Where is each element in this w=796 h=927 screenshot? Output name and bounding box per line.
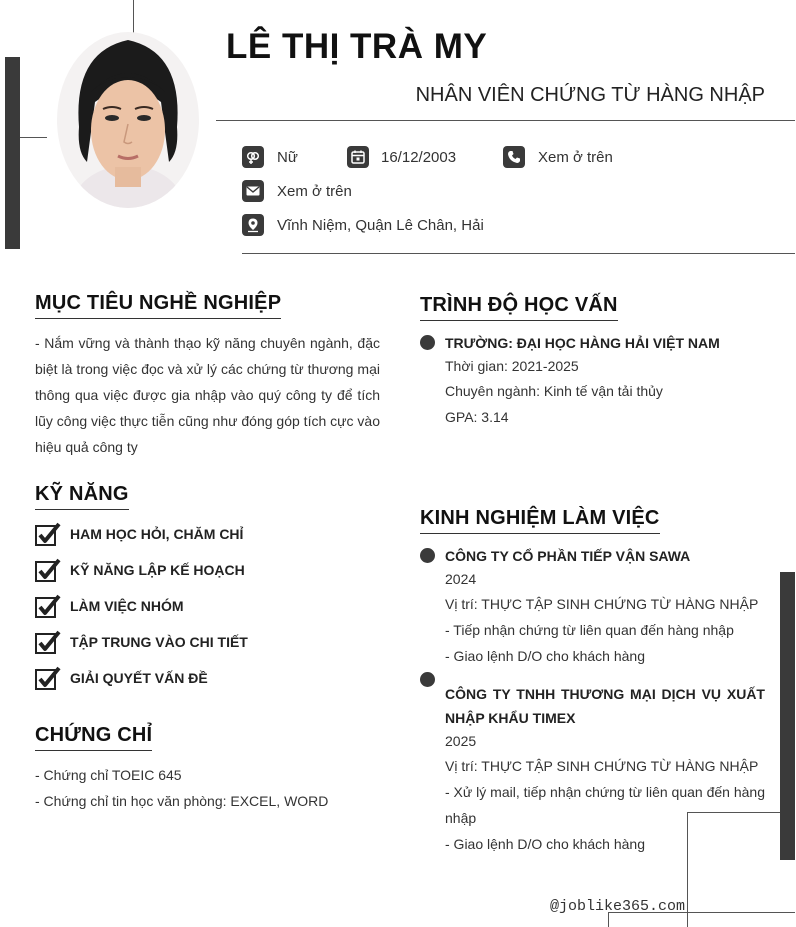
contact-address	[242, 213, 484, 237]
address-value: Vĩnh Niệm, Quận Lê Chân, Hải	[277, 216, 484, 234]
skill-item	[35, 521, 243, 547]
email-value: Xem ở trên	[277, 182, 352, 200]
experience-year: 2025	[445, 733, 477, 749]
checkbox-checked-icon	[35, 630, 61, 654]
checkbox-checked-icon	[35, 666, 61, 690]
checkbox-checked-icon	[35, 558, 61, 582]
experience-year: 2024	[445, 571, 477, 587]
checkbox-checked-icon	[35, 594, 61, 618]
education-major: Chuyên ngành: Kinh tế vận tải thủy	[445, 383, 663, 399]
education-gpa: GPA: 3.14	[445, 409, 509, 425]
header-divider	[216, 120, 795, 121]
education-time: Thời gian: 2021-2025	[445, 358, 579, 374]
skill-item	[35, 629, 248, 655]
gender-value: Nữ	[277, 148, 298, 166]
certificates-section-title	[35, 724, 152, 751]
skill-item	[35, 665, 208, 691]
certificates-heading: CHỨNG CHỈ	[35, 724, 152, 751]
top-connector-line	[133, 0, 134, 36]
experience-task: - Xử lý mail, tiếp nhận chứng từ liên quan đến hàng nhập	[445, 784, 765, 826]
certificate-item: - Chứng chỉ TOEIC 645	[35, 767, 182, 783]
experience-task: - Giao lệnh D/O cho khách hàng	[445, 836, 646, 852]
skill-label: LÀM VIỆC NHÓM	[70, 598, 184, 614]
skill-label: TẬP TRUNG VÀO CHI TIẾT	[70, 634, 248, 650]
contact-email	[242, 179, 352, 203]
experience-section-title	[420, 507, 660, 534]
contact-gender	[242, 145, 298, 169]
objective-text: - Nắm vững và thành thạo kỹ năng chuyên ngành, đặc biệt là trong việc đọc và xử lý các chứng từ thương mại thông qua việc được gia nhập vào quý công ty để tích lũy công việc thực tiễn cũng như đóng góp tích cực vào hiệu quả công ty	[35, 335, 380, 455]
location-icon	[242, 214, 264, 236]
left-connector-line	[20, 137, 47, 138]
contact-divider	[242, 253, 795, 254]
contact-birthday	[347, 145, 456, 169]
bullet-dot	[420, 335, 435, 350]
calendar-icon	[347, 146, 369, 168]
experience-task: - Tiếp nhận chứng từ liên quan đến hàng nhập	[445, 622, 734, 638]
experience-company: CÔNG TY TNHH THƯƠNG MẠI DỊCH VỤ XUẤT NHẬP KHẨU TIMEX	[445, 686, 765, 726]
skill-item	[35, 557, 245, 583]
education-heading: TRÌNH ĐỘ HỌC VẤN	[420, 294, 618, 321]
skills-section-title	[35, 483, 129, 510]
right-accent-bar	[780, 572, 795, 860]
skill-label: GIẢI QUYẾT VẤN ĐỀ	[70, 670, 208, 686]
phone-icon	[503, 146, 525, 168]
checkbox-checked-icon	[35, 522, 61, 546]
skills-heading: KỸ NĂNG	[35, 483, 129, 510]
bullet-dot	[420, 672, 435, 687]
watermark-text: @joblike365.com	[550, 898, 686, 915]
certificate-item: - Chứng chỉ tin học văn phòng: EXCEL, WORD	[35, 793, 329, 809]
candidate-name: LÊ THỊ TRÀ MY	[226, 27, 488, 66]
left-accent-bar	[5, 57, 20, 249]
skill-item	[35, 593, 184, 619]
job-title: NHÂN VIÊN CHỨNG TỪ HÀNG NHẬP	[415, 84, 765, 106]
contact-phone	[503, 145, 613, 169]
objective-heading: MỤC TIÊU NGHỀ NGHIỆP	[35, 292, 281, 319]
skill-label: HAM HỌC HỎI, CHĂM CHỈ	[70, 526, 244, 542]
mail-icon	[242, 180, 264, 202]
experience-heading: KINH NGHIỆM LÀM VIỆC	[420, 507, 660, 534]
bullet-dot	[420, 548, 435, 563]
experience-position: Vị trí: THỰC TẬP SINH CHỨNG TỪ HÀNG NHẬP	[445, 758, 759, 774]
avatar	[57, 32, 199, 208]
education-school: TRƯỜNG: ĐẠI HỌC HÀNG HẢI VIỆT NAM	[445, 335, 720, 351]
gender-icon	[242, 146, 264, 168]
objective-section-title	[35, 292, 281, 319]
experience-company: CÔNG TY CỔ PHẦN TIẾP VẬN SAWA	[445, 548, 691, 564]
experience-position: Vị trí: THỰC TẬP SINH CHỨNG TỪ HÀNG NHẬP	[445, 596, 759, 612]
experience-task: - Giao lệnh D/O cho khách hàng	[445, 648, 646, 664]
birthday-value: 16/12/2003	[381, 148, 457, 166]
skill-label: KỸ NĂNG LẬP KẾ HOẠCH	[70, 562, 245, 578]
phone-value: Xem ở trên	[538, 148, 613, 166]
education-section-title	[420, 294, 618, 321]
